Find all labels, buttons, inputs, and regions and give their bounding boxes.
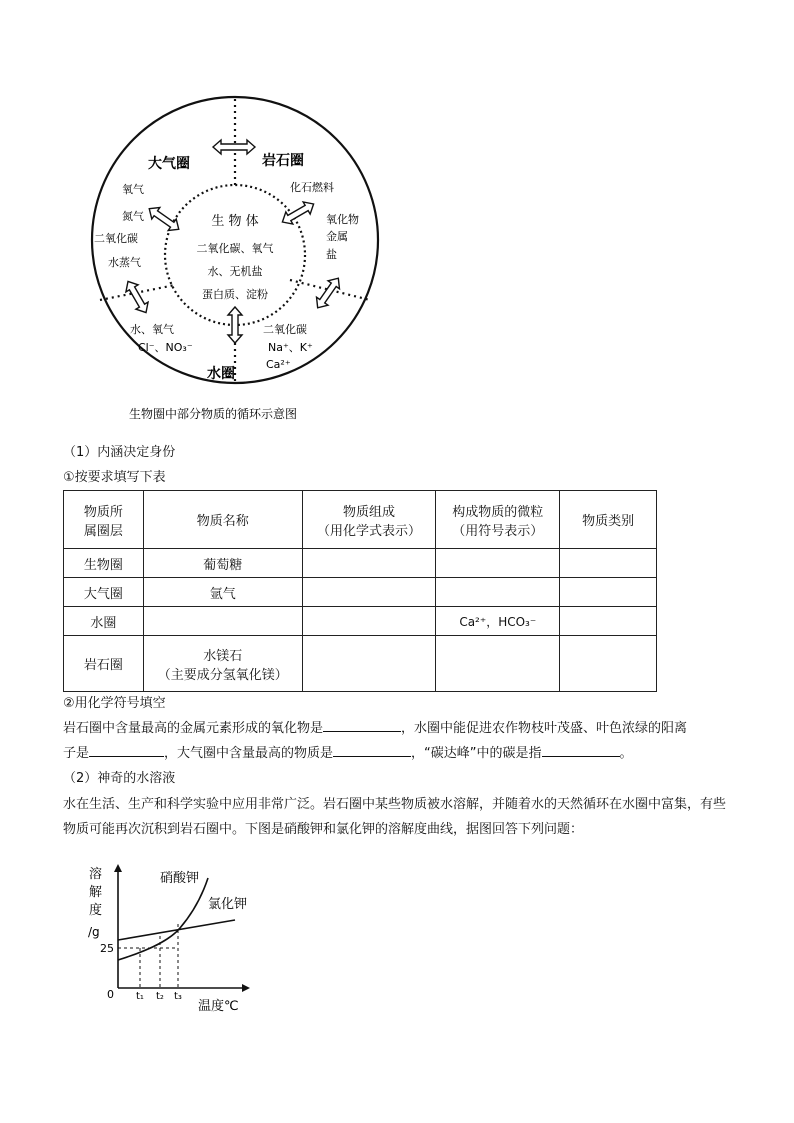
y-tick-label: 25 [100,942,114,955]
answer-blank[interactable] [542,742,620,757]
sphere-cell: 大气圈 [64,578,144,607]
answer-blank[interactable] [89,742,164,757]
y-axis-arrow [114,864,122,872]
category-cell[interactable] [560,636,657,692]
center-line: 二氧化碳、氧气 [196,242,274,255]
name-cell: 氩气 [143,578,302,607]
double-arrow-icon [228,307,242,343]
answer-blank[interactable] [333,742,411,757]
bottom-right-item: 二氧化碳 [263,323,307,336]
sphere-cell: 岩石圈 [64,636,144,692]
series-label: 硝酸钾 [160,871,200,886]
formula-cell[interactable] [302,549,436,578]
category-cell[interactable] [560,607,657,636]
inner-circle [165,185,305,325]
series-label: 氯化钾 [208,897,248,912]
diagram-caption: 生物圈中部分物质的循环示意图 [129,407,298,421]
biosphere-cycle-diagram [80,95,400,425]
y-axis-label: 度 [89,903,103,918]
double-arrow-icon [122,278,152,316]
x-tick-label: t₁ [136,991,144,1002]
header-cell: 物质类别 [560,491,657,549]
label-lithosphere: 岩石圈 [262,153,304,169]
label-atmosphere: 大气圈 [148,156,190,172]
right-item: 盐 [326,248,337,261]
left-item: 氮气 [122,210,144,223]
y-axis-label: 溶 [89,867,103,882]
fill-in-paragraph: 岩石圈中含量最高的金属元素形成的氧化物是 ，水圈中能促进农作物枝叶茂盛、叶色浓绿的阳离 子是 ，大气圈中含量最高的物质是 ，“碳达峰”中的碳是指 。 [63,716,743,766]
name-cell: 葡萄糖 [143,549,302,578]
x-axis-arrow [242,984,250,992]
center-line: 水、无机盐 [207,265,263,278]
series-line-kcl [118,920,235,940]
section2-heading: （2）神奇的水溶液 [63,771,176,786]
left-item: 水蒸气 [108,256,141,269]
name-cell[interactable] [143,607,302,636]
sphere-cell: 水圈 [64,607,144,636]
section1-sub2: ②用化学符号填空 [63,696,166,711]
substance-table [63,490,657,692]
particle-cell[interactable] [436,636,560,692]
table-header-row [64,491,657,549]
formula-cell[interactable] [302,607,436,636]
formula-cell[interactable] [302,578,436,607]
section1-heading: （1）内涵决定身份 [63,445,176,460]
particle-cell: Ca²⁺，HCO₃⁻ [436,607,560,636]
particle-cell[interactable] [436,578,560,607]
label-hydrosphere: 水圈 [207,366,235,382]
bottom-right-item: Ca²⁺ [266,358,291,371]
left-item: 二氧化碳 [94,232,138,245]
bottom-left-item: 水、氧气 [130,323,174,336]
header-cell: 构成物质的微粒 （用符号表示） [436,491,560,549]
table-row [64,549,657,578]
center-line: 蛋白质、淀粉 [202,288,268,301]
solubility-chart [80,858,260,1016]
y-axis-label: 解 [89,885,103,900]
header-cell: 物质所 属圈层 [64,491,144,549]
table-row [64,607,657,636]
x-tick-label: t₃ [174,991,182,1002]
x-axis-label: 温度℃ [198,999,239,1014]
name-cell: 水镁石 （主要成分氢氧化镁） [143,636,302,692]
x-tick-label: t₂ [156,991,164,1002]
bottom-right-item: Na⁺、K⁺ [268,341,313,354]
section2-paragraph: 水在生活、生产和科学实验中应用非常广泛。岩石圈中某些物质被水溶解，并随着水的天然循环在水圈中富集，有些物质可能再次沉积到岩石圈中。下图是硝酸钾和氯化钾的溶解度曲线，据图回答下列问题： [63,797,727,837]
answer-blank[interactable] [323,717,401,732]
sphere-cell: 生物圈 [64,549,144,578]
right-top-item: 化石燃料 [290,181,334,194]
bottom-left-item: Cl⁻、NO₃⁻ [138,341,193,354]
right-item: 氧化物 [326,213,359,226]
right-item: 金属 [326,230,348,243]
y-axis-label: /g [88,925,100,939]
center-title: 生 物 体 [211,214,259,229]
table-row [64,636,657,692]
category-cell[interactable] [560,549,657,578]
origin-label: 0 [107,988,114,1001]
header-cell: 物质组成 （用化学式表示） [302,491,436,549]
table-row [64,578,657,607]
formula-cell[interactable] [302,636,436,692]
section1-sub1: ①按要求填写下表 [63,470,166,485]
particle-cell[interactable] [436,549,560,578]
left-item: 氧气 [122,183,144,196]
header-cell: 物质名称 [143,491,302,549]
double-arrow-icon [145,203,183,235]
category-cell[interactable] [560,578,657,607]
double-arrow-icon [312,274,344,312]
